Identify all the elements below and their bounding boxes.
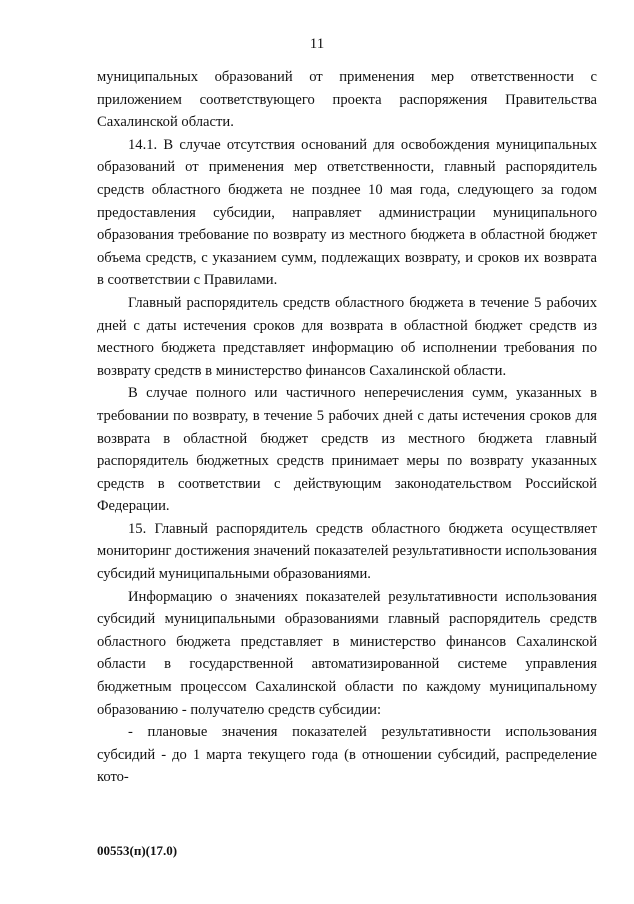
paragraph-14-1: 14.1. В случае отсутствия оснований для освобождения муниципальных образований от применения мер ответственности, главный распорядитель средств областного бюджета не позднее 10 мая года, следующего за годом предоставления субсидии, направляет администрации муниципального образования требование по возврату из местного бюджета в областной бюджет объема средств, с указанием сумм, подлежащих возврату, и сроков их возврата в соответствии с Правилами. bbox=[97, 136, 597, 289]
paragraph-information: Информацию о значениях показателей результативности использования субсидий муниципальными образованиями главный распорядитель средств областного бюджета представляет в министерство финансов Сахалинской области в государственной автоматизированной системе управления бюджетным процессом Сахалинской области по каждому муниципальному образованию - получателю средств субсидии: bbox=[97, 588, 597, 718]
document-code: 00553(п)(17.0) bbox=[97, 843, 178, 858]
paragraph-reporting: Главный распорядитель средств областного бюджета в течение 5 рабочих дней с даты истечения сроков для возврата в областной бюджет средств из местного бюджета представляет информацию об исполнении требования по возврату средств в министерство финансов Сахалинской области. bbox=[97, 294, 597, 379]
paragraph-continuation: муниципальных образований от применения мер ответственности с приложением соответствующего проекта распоряжения Правительства Сахалинской области. bbox=[97, 69, 597, 131]
document-body bbox=[97, 66, 597, 789]
paragraph-non-transfer: В случае полного или частичного неперечисления сумм, указанных в требовании по возврату, в течение 5 рабочих дней с даты истечения сроков для возврата в областной бюджет средств из местного бюджета главный распорядитель бюджетных средств принимает меры по возврату указанных средств в соответствии с действующим законодательством Российской Федерации. bbox=[97, 385, 597, 515]
page-number: 11 bbox=[309, 36, 325, 52]
paragraph-15: 15. Главный распорядитель средств областного бюджета осуществляет мониторинг достижения значений показателей результативности использования субсидий муниципальными образованиями. bbox=[97, 520, 597, 583]
paragraph-list-item: - плановые значения показателей результативности использования субсидий - до 1 марта текущего года (в отношении субсидий, распределение кото- bbox=[97, 724, 597, 786]
